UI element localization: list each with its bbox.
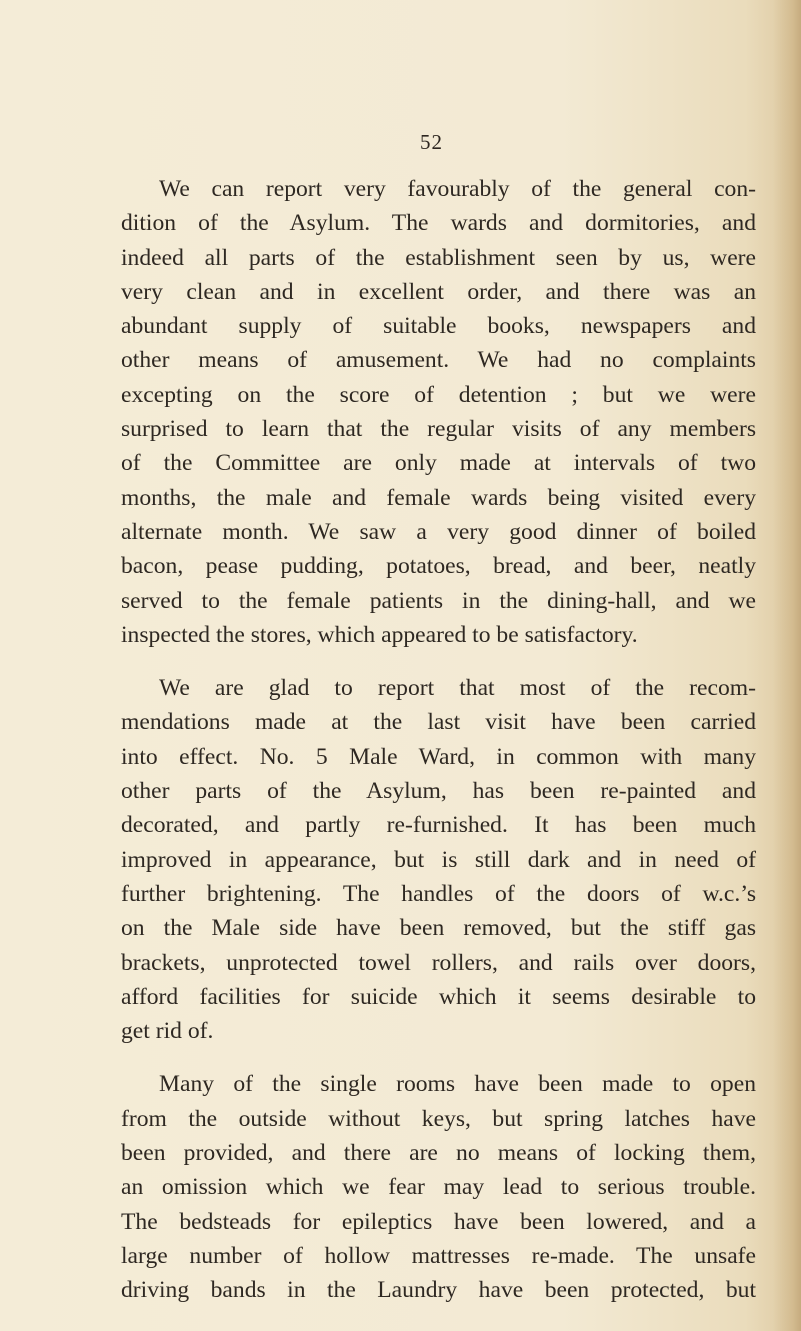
text-line: from the outside without keys, but spring latches have xyxy=(121,1105,756,1132)
text-line: excepting on the score of detention ; but we were xyxy=(121,381,756,408)
text-line: afford facilities for suicide which it seems desirable to xyxy=(121,983,756,1010)
text-line: on the Male side have been removed, but the stiff gas xyxy=(121,915,756,942)
text-line: months, the male and female wards being visited every xyxy=(121,484,756,511)
text-line: mendations made at the last visit have been carried xyxy=(121,709,756,736)
text-line: inspected the stores, which appeared to be satisfactory. xyxy=(121,621,638,648)
text-line: decorated, and partly re-furnished. It has been much xyxy=(121,812,756,839)
text-line: The bedsteads for epileptics have been lowered, and a xyxy=(121,1208,756,1235)
text-line: We can report very favourably of the general con- xyxy=(159,176,756,202)
text-line: indeed all parts of the establishment seen by us, were xyxy=(121,244,756,271)
text-line: very clean and in excellent order, and there was an xyxy=(121,278,756,305)
text-line: get rid of. xyxy=(121,1018,214,1045)
text-line: other means of amusement. We had no complaints xyxy=(121,347,756,374)
text-line: further brightening. The handles of the doors of w.c.’s xyxy=(121,880,756,907)
text-line: driving bands in the Laundry have been protected, but xyxy=(121,1277,756,1304)
text-line: surprised to learn that the regular visits of any members xyxy=(121,416,756,443)
body-text xyxy=(121,172,756,1327)
paragraph-3 xyxy=(121,1067,756,1307)
text-line: an omission which we fear may lead to serious trouble. xyxy=(121,1174,756,1201)
text-line: large number of hollow mattresses re-made. The unsafe xyxy=(121,1242,756,1269)
text-line: bacon, pease pudding, potatoes, bread, and beer, neatly xyxy=(121,553,756,580)
text-line: alternate month. We saw a very good dinner of boiled xyxy=(121,518,756,545)
text-line: improved in appearance, but is still dark and in need of xyxy=(121,846,756,873)
text-line: of the Committee are only made at intervals of two xyxy=(121,450,756,477)
text-line: dition of the Asylum. The wards and dormitories, and xyxy=(121,210,756,237)
text-line: brackets, unprotected towel rollers, and rails over doors, xyxy=(121,949,756,976)
paragraph-1 xyxy=(121,172,756,652)
text-line: into effect. No. 5 Male Ward, in common with many xyxy=(121,743,756,770)
text-line: We are glad to report that most of the recom- xyxy=(159,675,756,702)
text-line: abundant supply of suitable books, newspapers and xyxy=(121,313,756,340)
page-edge-shadow xyxy=(773,0,801,1331)
text-line: been provided, and there are no means of locking them, xyxy=(121,1140,756,1167)
paragraph-2 xyxy=(121,671,756,1048)
text-line: Many of the single rooms have been made to open xyxy=(159,1071,756,1098)
text-line: served to the female patients in the dining-hall, and we xyxy=(121,587,756,614)
page-number: 52 xyxy=(420,130,443,154)
text-line: other parts of the Asylum, has been re-painted and xyxy=(121,778,756,805)
